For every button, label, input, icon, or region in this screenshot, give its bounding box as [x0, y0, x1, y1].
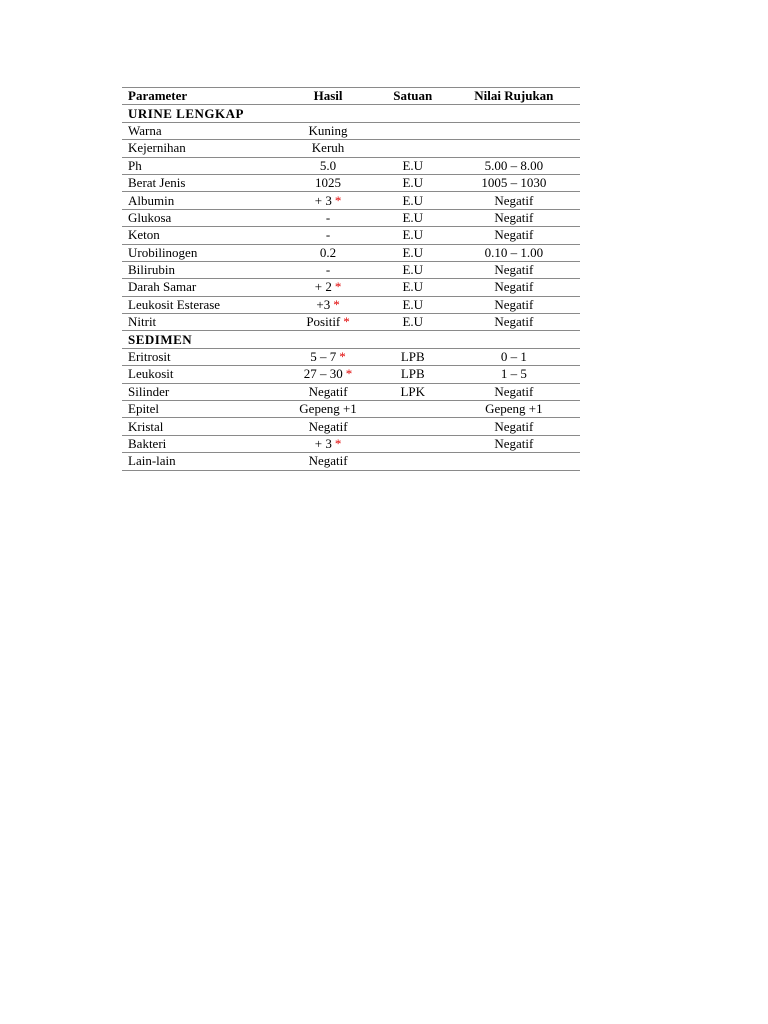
table-row	[122, 279, 580, 296]
nilai-rujukan-cell	[442, 453, 580, 470]
satuan-cell	[378, 401, 442, 418]
parameter-cell-text: Berat Jenis	[128, 175, 186, 191]
nilai-rujukan-cell	[442, 140, 580, 157]
hasil-cell-text: 0.2	[319, 244, 337, 260]
satuan-cell	[378, 122, 442, 139]
nilai-rujukan-cell	[442, 435, 580, 452]
table-row	[122, 418, 580, 435]
parameter-cell-text: Kejernihan	[128, 140, 186, 156]
table-row	[122, 261, 580, 278]
satuan-cell-text: E.U	[402, 192, 424, 208]
table-row	[122, 122, 580, 139]
hasil-cell-text: Negatif	[308, 383, 348, 399]
hasil-cell	[272, 453, 377, 470]
hasil-cell	[272, 209, 377, 226]
hasil-cell-text: + 3	[314, 436, 332, 451]
hasil-cell-text: 1025	[315, 175, 342, 191]
nilai-rujukan-cell	[442, 209, 580, 226]
nilai-rujukan-cell-text: 1 – 5	[500, 366, 527, 382]
header-parameter: Parameter	[122, 88, 272, 105]
hasil-cell	[272, 435, 377, 452]
header-hasil: Hasil	[272, 88, 377, 105]
table-row	[122, 157, 580, 174]
satuan-cell	[378, 140, 442, 157]
parameter-cell-text: Glukosa	[128, 209, 172, 225]
header-nilai-rujukan: Nilai Rujukan	[442, 88, 580, 105]
hasil-cell	[272, 418, 377, 435]
hasil-cell	[272, 348, 377, 365]
header-satuan: Satuan	[378, 88, 442, 105]
parameter-cell	[122, 227, 272, 244]
nilai-rujukan-cell-text: 0.10 – 1.00	[484, 244, 544, 260]
nilai-rujukan-cell	[442, 418, 580, 435]
satuan-cell-text: E.U	[402, 227, 424, 243]
parameter-cell-text: Kristal	[128, 418, 164, 434]
hasil-cell	[272, 157, 377, 174]
satuan-cell-text: LPK	[400, 383, 426, 399]
parameter-cell	[122, 244, 272, 261]
nilai-rujukan-cell-text: Negatif	[494, 209, 534, 225]
parameter-cell-text: Keton	[128, 227, 160, 243]
hasil-cell-text: Gepeng +1	[299, 401, 357, 417]
hasil-cell-text: Negatif	[308, 453, 348, 469]
table-body	[122, 105, 580, 470]
parameter-cell-text: Leukosit	[128, 366, 174, 382]
nilai-rujukan-cell-text: 5.00 – 8.00	[484, 157, 544, 173]
table-row	[122, 174, 580, 191]
parameter-cell-text: Lain-lain	[128, 453, 176, 469]
abnormal-flag: *	[343, 314, 350, 330]
satuan-cell	[378, 435, 442, 452]
satuan-cell	[378, 244, 442, 261]
nilai-rujukan-cell	[442, 314, 580, 331]
parameter-cell	[122, 209, 272, 226]
satuan-cell-text: E.U	[402, 314, 424, 330]
abnormal-flag: *	[333, 296, 340, 312]
nilai-rujukan-cell	[442, 401, 580, 418]
satuan-cell	[378, 192, 442, 209]
hasil-cell	[272, 366, 377, 383]
section-title: SEDIMEN	[122, 331, 580, 348]
satuan-cell	[378, 314, 442, 331]
parameter-cell-text: Bilirubin	[128, 262, 175, 278]
parameter-cell-text: Albumin	[128, 192, 175, 208]
satuan-cell	[378, 157, 442, 174]
parameter-cell	[122, 122, 272, 139]
parameter-cell-text: Darah Samar	[128, 279, 197, 295]
hasil-cell-text: 5.0	[319, 157, 337, 173]
hasil-cell	[272, 314, 377, 331]
hasil-cell-text: Positif	[306, 314, 341, 330]
table-row	[122, 227, 580, 244]
parameter-cell	[122, 174, 272, 191]
parameter-cell	[122, 279, 272, 296]
hasil-cell	[272, 296, 377, 313]
hasil-cell-text: Negatif	[308, 418, 348, 434]
table-row	[122, 192, 580, 209]
table-row	[122, 209, 580, 226]
satuan-cell	[378, 227, 442, 244]
nilai-rujukan-cell-text: Negatif	[494, 227, 534, 243]
nilai-rujukan-cell	[442, 366, 580, 383]
hasil-cell-text: Kuning	[308, 122, 348, 138]
nilai-rujukan-cell	[442, 157, 580, 174]
hasil-cell	[272, 174, 377, 191]
hasil-cell	[272, 192, 377, 209]
table-row	[122, 453, 580, 470]
satuan-cell-text: LPB	[400, 349, 425, 365]
parameter-cell	[122, 435, 272, 452]
parameter-cell	[122, 192, 272, 209]
parameter-cell-text: Bakteri	[128, 436, 167, 451]
parameter-cell	[122, 401, 272, 418]
nilai-rujukan-cell-text: Negatif	[494, 383, 534, 399]
parameter-cell	[122, 140, 272, 157]
table-row	[122, 366, 580, 383]
parameter-cell-text: Warna	[128, 122, 162, 138]
hasil-cell	[272, 227, 377, 244]
parameter-cell-text: Leukosit Esterase	[128, 296, 221, 312]
nilai-rujukan-cell	[442, 296, 580, 313]
hasil-cell	[272, 244, 377, 261]
hasil-cell	[272, 140, 377, 157]
abnormal-flag: *	[334, 279, 342, 295]
satuan-cell-text: E.U	[402, 209, 424, 225]
abnormal-flag: *	[345, 366, 353, 382]
parameter-cell	[122, 383, 272, 400]
hasil-cell-text: -	[325, 209, 331, 225]
hasil-cell-text: +3	[316, 296, 331, 312]
nilai-rujukan-cell	[442, 244, 580, 261]
nilai-rujukan-cell	[442, 348, 580, 365]
satuan-cell-text: E.U	[402, 296, 424, 312]
hasil-cell	[272, 261, 377, 278]
nilai-rujukan-cell	[442, 383, 580, 400]
table-row	[122, 435, 580, 452]
table-header-row	[122, 88, 580, 105]
satuan-cell	[378, 348, 442, 365]
nilai-rujukan-cell-text: Gepeng +1	[485, 401, 543, 417]
parameter-cell	[122, 314, 272, 331]
parameter-cell	[122, 157, 272, 174]
section-title: URINE LENGKAP	[122, 105, 580, 122]
hasil-cell-text: + 2	[314, 279, 332, 295]
nilai-rujukan-cell-text: Negatif	[494, 314, 534, 330]
hasil-cell-text: Keruh	[311, 140, 345, 156]
parameter-cell	[122, 366, 272, 383]
parameter-cell-text: Silinder	[128, 383, 170, 399]
table-row	[122, 296, 580, 313]
nilai-rujukan-cell	[442, 279, 580, 296]
parameter-cell-text: Eritrosit	[128, 349, 171, 365]
satuan-cell-text: E.U	[402, 262, 424, 278]
nilai-rujukan-cell-text: Negatif	[494, 436, 534, 451]
satuan-cell-text: E.U	[402, 279, 424, 295]
section-header-row	[122, 105, 580, 122]
satuan-cell	[378, 209, 442, 226]
satuan-cell-text: E.U	[402, 157, 424, 173]
abnormal-flag: *	[334, 436, 342, 451]
parameter-cell-text: Epitel	[128, 401, 160, 417]
satuan-cell	[378, 279, 442, 296]
table-row	[122, 401, 580, 418]
hasil-cell-text: 27 – 30	[303, 366, 343, 382]
satuan-cell	[378, 366, 442, 383]
nilai-rujukan-cell	[442, 192, 580, 209]
parameter-cell	[122, 418, 272, 435]
lab-results-table	[122, 87, 580, 471]
nilai-rujukan-cell-text: Negatif	[494, 279, 534, 295]
satuan-cell	[378, 418, 442, 435]
hasil-cell-text: -	[325, 227, 331, 243]
parameter-cell-text: Urobilinogen	[128, 244, 198, 260]
satuan-cell	[378, 383, 442, 400]
nilai-rujukan-cell	[442, 174, 580, 191]
table-row	[122, 383, 580, 400]
nilai-rujukan-cell-text: Negatif	[494, 418, 534, 434]
satuan-cell	[378, 174, 442, 191]
hasil-cell	[272, 279, 377, 296]
abnormal-flag: *	[334, 192, 342, 208]
table-row	[122, 140, 580, 157]
hasil-cell	[272, 401, 377, 418]
satuan-cell-text: E.U	[402, 244, 424, 260]
satuan-cell-text: LPB	[400, 366, 425, 382]
satuan-cell	[378, 261, 442, 278]
parameter-cell-text: Nitrit	[128, 314, 157, 330]
parameter-cell	[122, 261, 272, 278]
parameter-cell	[122, 453, 272, 470]
hasil-cell-text: 5 – 7	[310, 349, 337, 365]
nilai-rujukan-cell-text: 1005 – 1030	[481, 175, 547, 191]
hasil-cell-text: + 3	[314, 192, 332, 208]
nilai-rujukan-cell	[442, 227, 580, 244]
table-row	[122, 348, 580, 365]
satuan-cell	[378, 296, 442, 313]
hasil-cell	[272, 383, 377, 400]
hasil-cell-text: -	[325, 262, 331, 278]
section-header-row	[122, 331, 580, 348]
table-row	[122, 244, 580, 261]
nilai-rujukan-cell-text: Negatif	[494, 192, 534, 208]
abnormal-flag: *	[339, 349, 346, 365]
satuan-cell	[378, 453, 442, 470]
hasil-cell	[272, 122, 377, 139]
nilai-rujukan-cell-text: Negatif	[494, 296, 534, 312]
satuan-cell-text: E.U	[402, 175, 424, 191]
nilai-rujukan-cell	[442, 122, 580, 139]
parameter-cell-text: Ph	[128, 157, 142, 173]
nilai-rujukan-cell	[442, 261, 580, 278]
nilai-rujukan-cell-text: 0 – 1	[500, 349, 527, 365]
table-row	[122, 314, 580, 331]
parameter-cell	[122, 348, 272, 365]
nilai-rujukan-cell-text: Negatif	[494, 262, 534, 278]
parameter-cell	[122, 296, 272, 313]
